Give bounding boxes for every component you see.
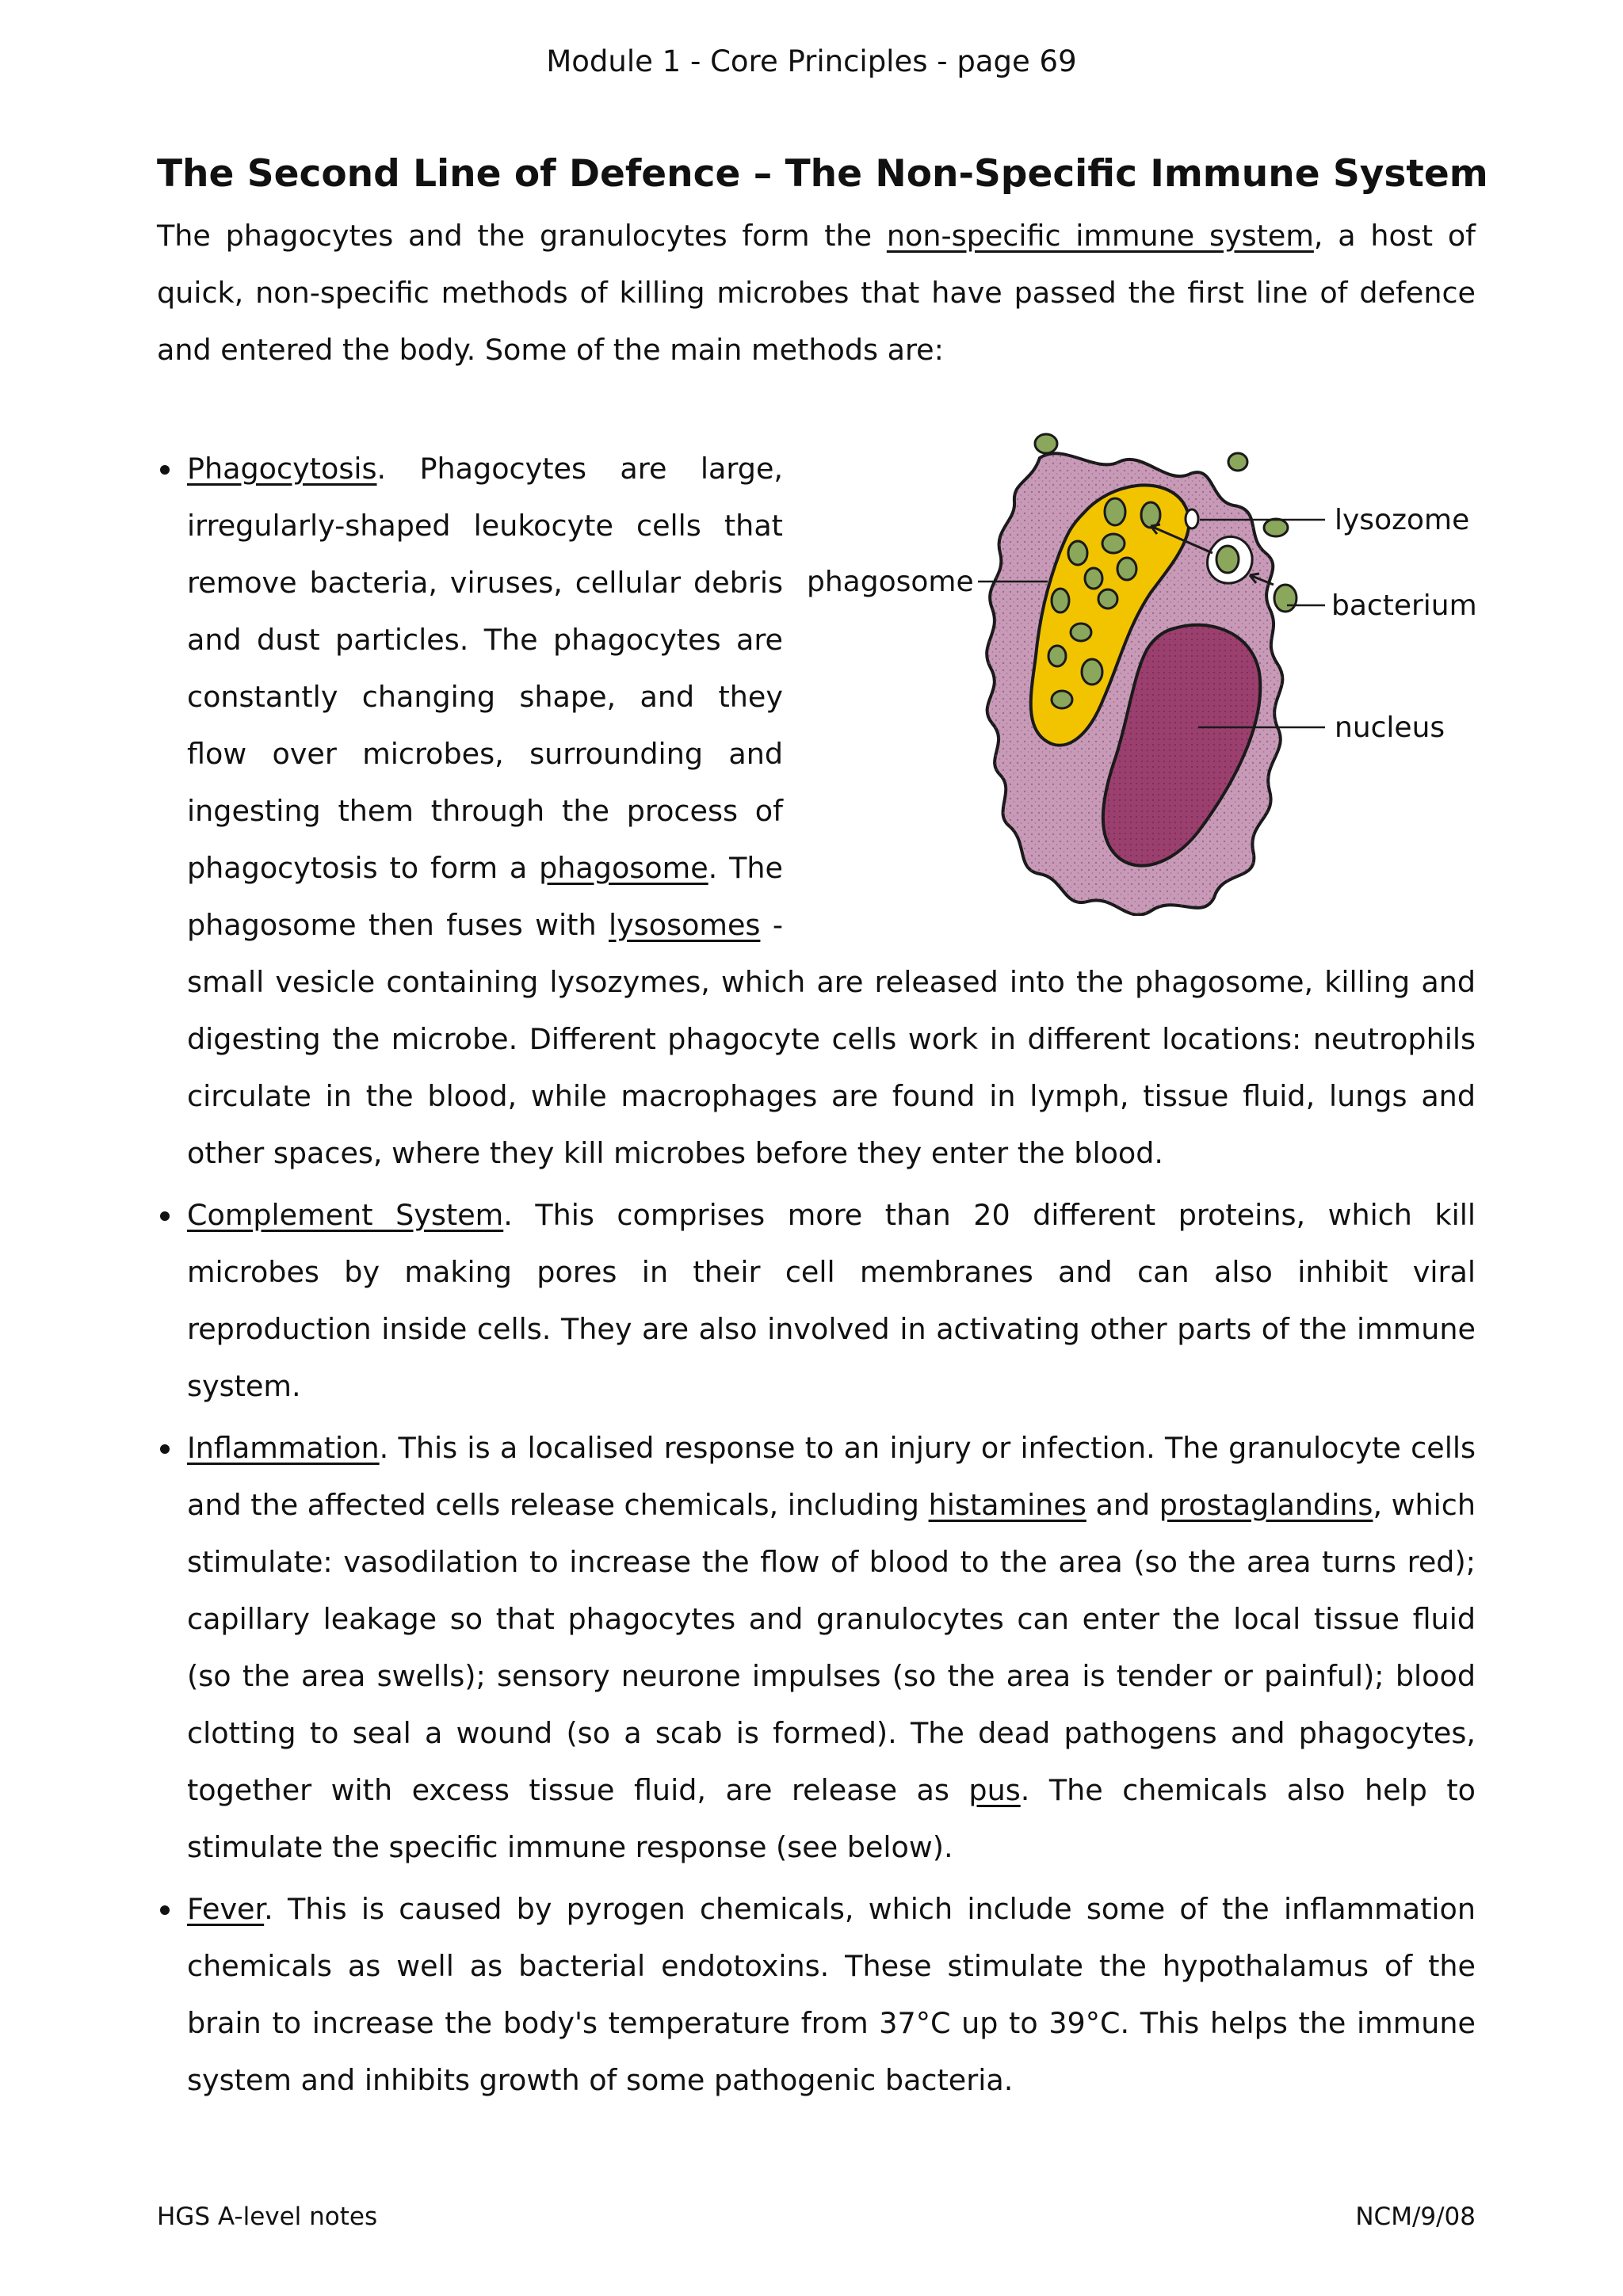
intro-text-1: The phagocytes and the granulocytes form the <box>157 219 887 253</box>
bullet-icon <box>160 1905 170 1915</box>
term-complement-system: Complement System <box>187 1198 504 1232</box>
phagocyte-illustration <box>802 426 1484 916</box>
intro-text-2: , a host of quick, non-specific methods of killing microbes that have passed the first line of defence and entered the body. Some of the main methods are: <box>157 219 1476 367</box>
inflammation-text-4: . The chemicals also help to stimulate the specific immune response (see below). <box>187 1773 1476 1864</box>
phagocytosis-text-3: - small vesicle containing lysozymes, which are released into the phagosome, killing and digesting the microbe. Different phagocyte cells work in different locations: neutrophils circulate in the blood, while macrophages are found in lymph, tissue fluid, lungs and other spaces, where they kill microbes before they enter the blood. <box>187 908 1476 1170</box>
footer-left: HGS A-level notes <box>157 2203 378 2231</box>
inflammation-text-3: , which stimulate: vasodilation to increase the flow of blood to the area (so the area turns red); capillary leakage so that phagocytes and granulocytes can enter the local tissue fluid (so the area swells); sensory neurone impulses (so the area is tender or painful); blood clotting to seal a wound (so a scab is formed). The dead pathogens and phagocytes, together with excess tissue fluid, are release as <box>187 1488 1476 1807</box>
term-phagosome: phagosome <box>539 851 708 885</box>
complement-text: . This comprises more than 20 different proteins, which kill microbes by making pores in their cell membranes and can also inhibit viral reproduction inside cells. They are also involved in activating other parts of the immune system. <box>187 1198 1476 1403</box>
list-item-phagocytosis <box>157 441 1476 1182</box>
lysosome-vesicle <box>1186 509 1198 528</box>
term-prostaglandins: prostaglandins <box>1159 1488 1373 1522</box>
inflammation-text-2: and <box>1086 1488 1159 1522</box>
term-lysosomes: lysosomes <box>608 908 761 942</box>
phagocytosis-text-1: . Phagocytes are large, irregularly-shaped leukocyte cells that remove bacteria, viruses, cellular debris and dust particles. The phagocytes are constantly changing shape, and they flow over microbes, surrounding and ingesting them through the process of phagocytosis to form a <box>187 452 783 885</box>
list-item-fever <box>157 1881 1476 2109</box>
term-histamines: histamines <box>928 1488 1086 1522</box>
phagocytosis-text-2: . The phagosome then fuses with <box>187 851 783 942</box>
label-lysozome: lysozome <box>1335 504 1470 536</box>
bullet-icon <box>160 1211 170 1221</box>
bullet-icon <box>160 1444 170 1454</box>
label-phagosome: phagosome <box>807 566 974 598</box>
bacterium-being-engulfed <box>1216 546 1239 573</box>
methods-list <box>157 441 1476 2114</box>
page-title: The Second Line of Defence – The Non-Specific Immune System <box>157 152 1488 196</box>
label-bacterium: bacterium <box>1331 589 1477 622</box>
term-non-specific-immune-system: non-specific immune system <box>886 219 1314 253</box>
label-nucleus: nucleus <box>1335 711 1445 744</box>
list-item-complement-system <box>157 1187 1476 1415</box>
term-inflammation: Inflammation <box>187 1431 380 1465</box>
term-fever: Fever <box>187 1892 265 1926</box>
inflammation-text-1: . This is a localised response to an injury or infection. The granulocyte cells and the affected cells release chemicals, including <box>187 1431 1476 1522</box>
list-item-inflammation <box>157 1420 1476 1876</box>
phagocyte-diagram <box>802 426 1484 916</box>
bullet-icon <box>160 465 170 475</box>
term-phagocytosis: Phagocytosis <box>187 452 377 486</box>
term-pus: pus <box>968 1773 1021 1807</box>
fever-text: . This is caused by pyrogen chemicals, which include some of the inflammation chemicals as well as bacterial endotoxins. These stimulate the hypothalamus of the brain to increase the body's temperature from 37°C up to 39°C. This helps the immune system and inhibits growth of some pathogenic bacteria. <box>187 1892 1476 2097</box>
footer-right: NCM/9/08 <box>1355 2203 1476 2231</box>
intro-paragraph <box>157 208 1476 379</box>
page-header: Module 1 - Core Principles - page 69 <box>546 44 1077 78</box>
